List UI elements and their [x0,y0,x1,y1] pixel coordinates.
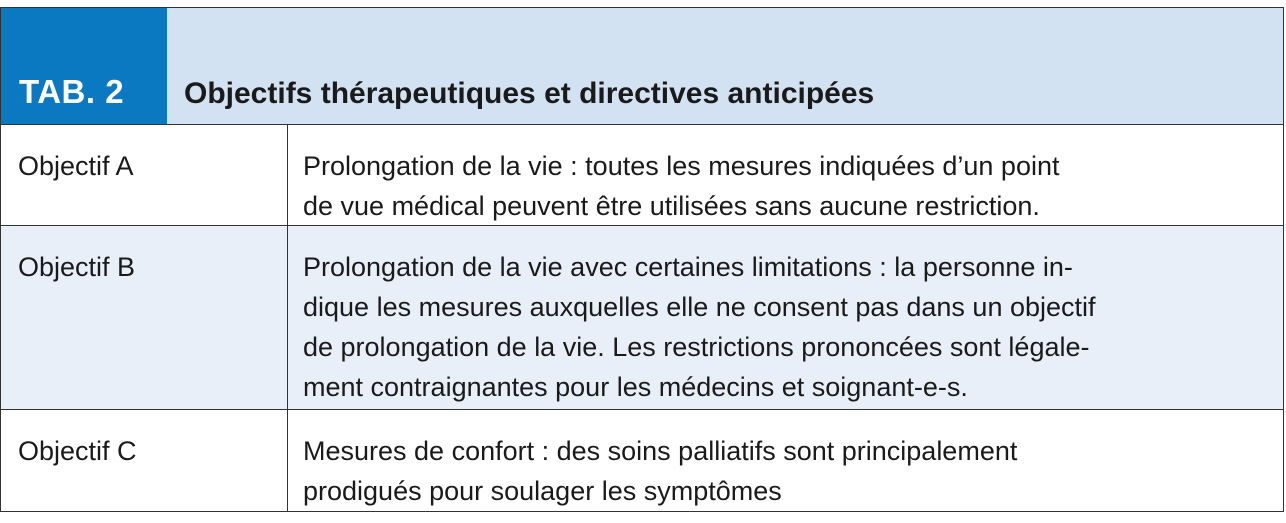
goals-table [0,7,1284,512]
row-description [288,410,1283,511]
description-line: dique les mesures auxquelles elle ne consent pas dans un objectif [303,292,1096,322]
table-number-label: TAB. 2 [1,8,167,124]
table-title: Objectifs thérapeutiques et directives anticipées [167,8,1283,124]
row-label: Objectif B [1,226,288,409]
table-row-objectif-a [1,125,1283,226]
row-label: Objectif C [1,410,288,511]
description-line: de vue médical peuvent être utilisées sans aucune restriction. [303,191,1040,221]
row-description [288,125,1283,225]
table-row-objectif-c [1,410,1283,511]
description-line: Prolongation de la vie avec certaines limitations : la personne in- [303,252,1073,282]
description-line: prodigués pour soulager les symptômes [303,476,782,506]
row-label: Objectif A [1,125,288,225]
row-description [288,226,1283,409]
table-header [1,8,1283,125]
description-line: ment contraignantes pour les médecins et soignant-e-s. [303,372,968,402]
description-line: de prolongation de la vie. Les restrictions prononcées sont légale- [303,332,1090,362]
description-line: Mesures de confort : des soins palliatifs sont principalement [303,436,1018,466]
table-row-objectif-b [1,226,1283,410]
description-line: Prolongation de la vie : toutes les mesures indiquées d’un point [303,151,1060,181]
